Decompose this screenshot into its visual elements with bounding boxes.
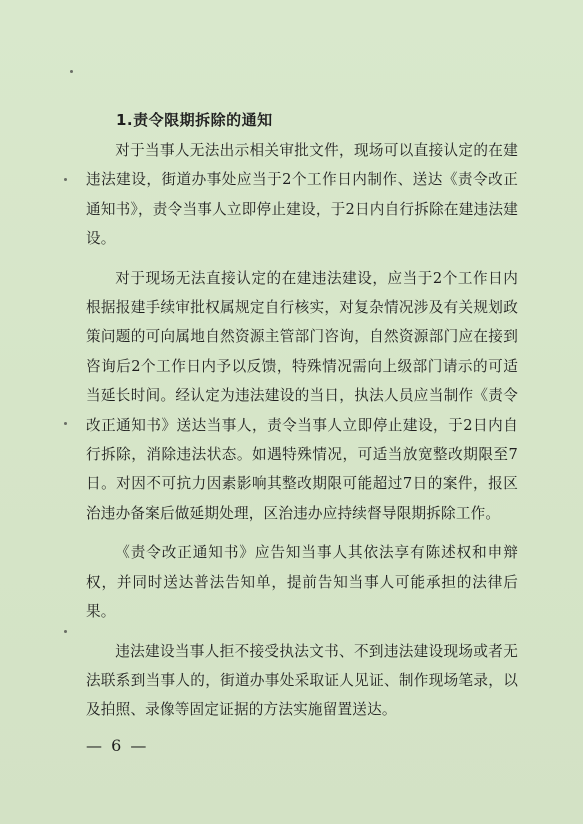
section-heading: 1.责令限期拆除的通知 <box>116 111 273 129</box>
scan-speck <box>64 422 67 425</box>
paragraph-1: 对于当事人无法出示相关审批文件，现场可以直接认定的在建违法建设，街道办事处应当于2个工作日内制作、送达《责令改正通知书》，责令当事人立即停止建设，于2日内自行拆除在建违法建设。 <box>86 142 518 248</box>
scan-speck <box>70 70 73 73</box>
scan-speck <box>64 630 67 633</box>
paragraph-3: 《责令改正通知书》应告知当事人其依法享有陈述权和申辩权，并同时送达普法告知单，提前告知当事人可能承担的法律后果。 <box>86 544 518 621</box>
page-number: — 6 — <box>86 736 149 755</box>
document-body <box>86 110 518 725</box>
paragraph-4: 违法建设当事人拒不接受执法文书、不到违法建设现场或者无法联系到当事人的，街道办事处采取证人见证、制作现场笔录，以及拍照、录像等固定证据的方法实施留置送达。 <box>86 642 518 719</box>
scan-speck <box>64 178 67 181</box>
paragraph-2: 对于现场无法直接认定的在建违法建设，应当于2个工作日内根据报建手续审批权属规定自行核实，对复杂情况涉及有关规划政策问题的可向属地自然资源主管部门咨询，自然资源部门应在接到咨询后2个工作日内予以反馈，特殊情况需向上级部门请示的可适当延长时间。经认定为违法建设的当日，执法人员应当制作《责令改正通知书》送达当事人，责令当事人立即停止建设，于2日内自行拆除，消除违法状态。如遇特殊情况，可适当放宽整改期限至7日。对因不可抗力因素影响其整改期限可能超过7日的案件，报区治违办备案后做延期处理，区治违办应持续督导限期拆除工作。 <box>86 269 518 522</box>
